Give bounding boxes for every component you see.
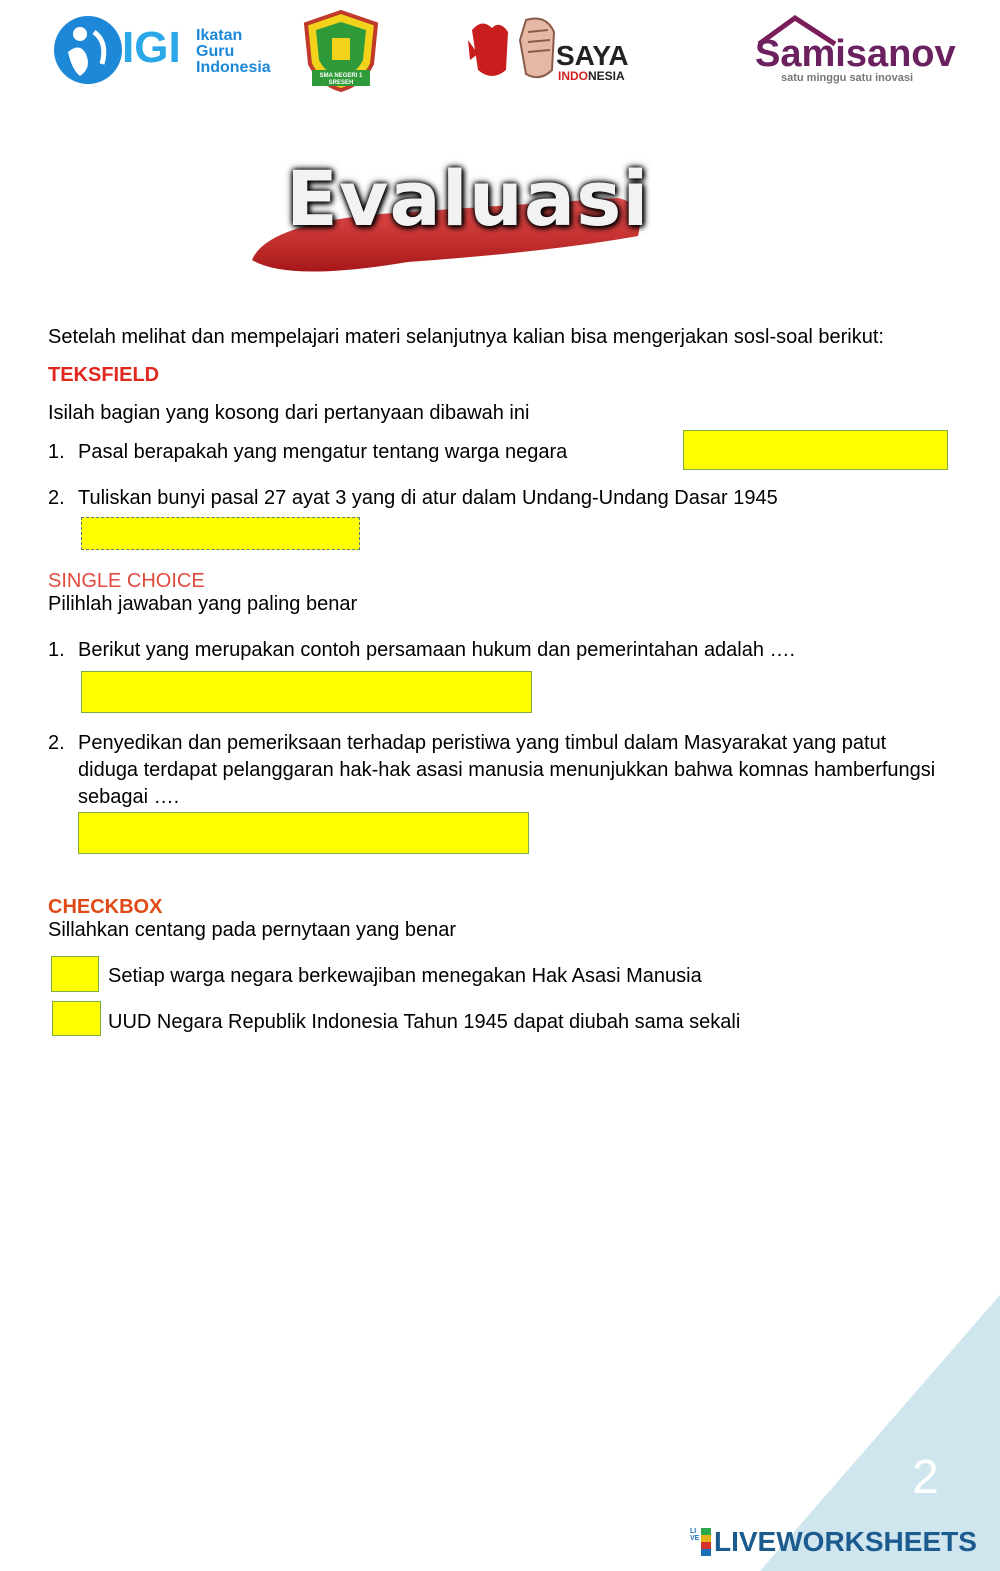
samisanov-logo [755, 14, 955, 86]
single-choice-heading: SINGLE CHOICE [48, 570, 205, 592]
indonesia-word-b: NESIA [588, 69, 625, 83]
liveworksheets-wordmark[interactable]: LIVEWORKSHEETS [714, 1526, 977, 1557]
single-choice-q1-text: Berikut yang merupakan contoh persamaan hukum dan pemerintahan adalah …. [78, 639, 796, 661]
indonesia-word-a: INDO [558, 69, 588, 83]
single-choice-q2-line1: Penyedikan dan pemeriksaan terhadap peristiwa yang timbul dalam Masyarakat yang patut [78, 732, 887, 754]
teksfield-instruction: Isilah bagian yang kosong dari pertanyaan dibawah ini [48, 402, 530, 424]
liveworksheets-brand [690, 1526, 990, 1560]
single-choice-q2-number: 2. [48, 732, 65, 754]
igi-emblem-icon [50, 12, 126, 88]
checkbox-heading: CHECKBOX [48, 896, 163, 918]
teksfield-q2-text: Tuliskan bunyi pasal 27 ayat 3 yang di atur dalam Undang-Undang Dasar 1945 [78, 487, 778, 509]
igi-line1: Ikatan [196, 27, 243, 44]
checkbox-1[interactable] [51, 956, 99, 992]
checkbox-2[interactable] [52, 1001, 101, 1036]
evaluasi-banner [248, 150, 650, 290]
badge-letters: LIVE [690, 1528, 700, 1542]
single-choice-instruction: Pilihlah jawaban yang paling benar [48, 593, 358, 615]
checkbox-2-label: UUD Negara Republik Indonesia Tahun 1945 dapat diubah sama sekali [108, 1011, 741, 1033]
single-choice-q2-line3: sebagai …. [78, 786, 180, 808]
single-choice-q2-dropdown[interactable] [78, 812, 529, 854]
igi-abbr: IGI [122, 23, 181, 72]
samisanov-tagline: satu minggu satu inovasi [781, 72, 914, 84]
igi-line3: Indonesia [196, 59, 271, 76]
checkbox-instruction: Sillahkan centang pada pernytaan yang benar [48, 919, 457, 941]
teksfield-heading: TEKSFIELD [48, 364, 160, 386]
saya-word: SAYA [556, 40, 629, 71]
checkbox-1-label: Setiap warga negara berkewajiban menegakan Hak Asasi Manusia [108, 965, 702, 987]
garuda-fist-icon [462, 10, 562, 92]
teksfield-q2-answer-input[interactable] [81, 517, 360, 550]
banner-title: Evaluasi [286, 154, 650, 243]
saya-indonesia-logo [462, 10, 632, 92]
liveworksheets-badge-icon [690, 1528, 712, 1556]
indonesia-word [558, 70, 625, 82]
teksfield-q1-text: Pasal berapakah yang mengatur tentang warga negara [78, 441, 568, 463]
igi-line2: Guru [196, 43, 235, 60]
teksfield-q1-answer-input[interactable] [683, 430, 948, 470]
intro-text: Setelah melihat dan mempelajari materi selanjutnya kalian bisa mengerjakan sosl-soal berikut: [48, 326, 884, 348]
single-choice-q2-line2: diduga terdapat pelanggaran hak-hak asasi manusia menunjukkan bahwa komnas hamberfungsi [78, 759, 936, 781]
single-choice-q1-dropdown[interactable] [81, 671, 532, 713]
samisanov-name: Samisanov [755, 33, 956, 75]
school-badge-logo [302, 10, 380, 92]
teksfield-q1-number: 1. [48, 441, 65, 463]
single-choice-q1-number: 1. [48, 639, 65, 661]
teksfield-q2-number: 2. [48, 487, 65, 509]
igi-logo [50, 12, 275, 88]
page-number: 2 [912, 1451, 939, 1504]
school-badge-text: SMA NEGERI 1 SRESEH [319, 73, 363, 86]
